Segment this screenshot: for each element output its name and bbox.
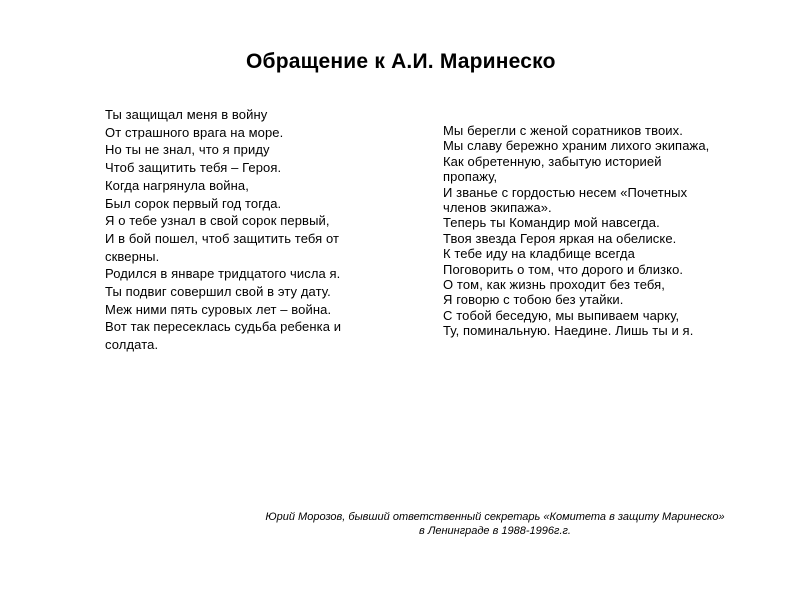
poem-line: Вот так пересеклась судьба ребенка и	[105, 319, 342, 335]
poem-line: Как обретенную, забытую историей	[443, 153, 662, 169]
poem-line: К тебе иду на кладбище всегда	[443, 246, 635, 262]
poem-line: С тобой беседую, мы выпиваем чарку,	[443, 307, 680, 323]
poem-line: Но ты не знал, что я приду	[105, 142, 270, 158]
poem-line: Ты защищал меня в войну	[105, 107, 268, 122]
author-attribution-line: Юрий Морозов, бывший ответственный секретарь «Комитета в защиту Маринеско»	[265, 511, 725, 523]
page-title: Обращение к А.И. Маринеско	[246, 50, 556, 73]
poem-line: Меж ними пять суровых лет – война.	[105, 301, 332, 317]
poem-line: Мы славу бережно храним лихого экипажа,	[443, 138, 710, 154]
poem-line: солдата.	[105, 337, 159, 353]
poem-line: И в бой пошел, чтоб защитить тебя от	[105, 230, 340, 246]
poem-line: Когда нагрянула война,	[105, 177, 249, 193]
poem-line: От страшного врага на море.	[105, 124, 284, 140]
poem-line: Мы берегли с женой соратников твоих.	[443, 123, 683, 138]
poem-line: Ту, поминальную. Наедине. Лишь ты и я.	[443, 323, 694, 339]
poem-line: скверны.	[105, 248, 160, 264]
poem-line: членов экипажа».	[443, 200, 552, 216]
poem-line: Теперь ты Командир мой навсегда.	[443, 215, 660, 231]
poem-line: Родился в январе тридцатого числа я.	[105, 266, 341, 282]
author-attribution-line: в Ленинграде в 1988-1996г.г.	[419, 525, 571, 537]
poem-left-column	[105, 106, 341, 354]
poem-line: Я говорю с тобою без утайки.	[443, 292, 624, 308]
poem-line: Поговорить о том, что дорого и близко.	[443, 261, 684, 277]
poem-line: Чтоб защитить тебя – Героя.	[105, 160, 282, 176]
poem-line: пропажу,	[443, 169, 498, 185]
poem-line: О том, как жизнь проходит без тебя,	[443, 277, 665, 293]
poem-line: Был сорок первый год тогда.	[105, 195, 282, 211]
poem-line: И званье с гордостью несем «Почетных	[443, 184, 688, 200]
poem-line: Я о тебе узнал в свой сорок первый,	[105, 213, 330, 229]
author-attribution	[200, 510, 790, 538]
poem-right-column	[440, 123, 709, 339]
poem-line: Твоя звезда Героя яркая на обелиске.	[443, 230, 677, 246]
poem-line: Ты подвиг совершил свой в эту дату.	[105, 284, 331, 300]
